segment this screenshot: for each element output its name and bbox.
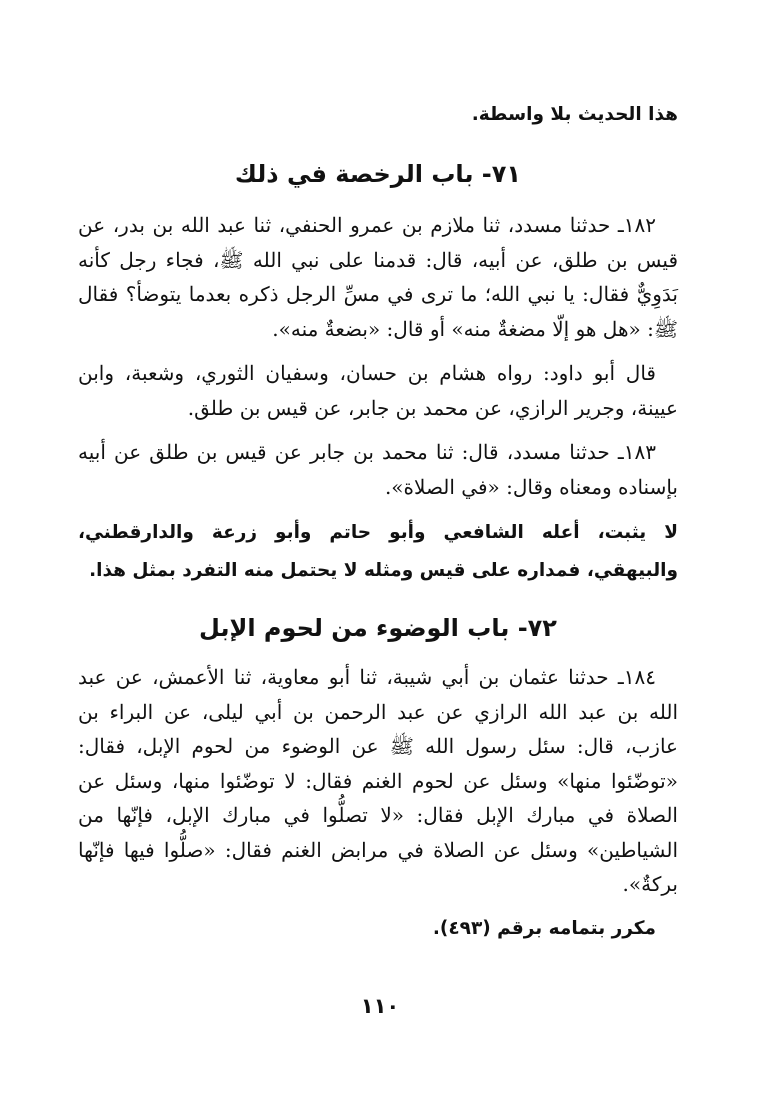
hadith-183: ١٨٣ـ حدثنا مسدد، قال: ثنا محمد بن جابر عن قيس بن طلق عن أبيه بإسناده ومعناه وقال: «في الصلاة».: [78, 440, 678, 499]
section-heading-72: ٧٢- باب الوضوء من لحوم الإبل: [199, 614, 557, 642]
grading-note: لا يثبت، أعله الشافعي وأبو حاتم وأبو زرعة والدارقطني، والبيهقي، فمداره على قيس ومثله لا يحتمل منه التفرد بمثل هذا.: [78, 522, 678, 581]
repeat-note: مكرر بتمامه برقم (٤٩٣).: [432, 917, 656, 939]
page-number: ١١٠: [360, 994, 400, 1018]
hadith-182: ١٨٢ـ حدثنا مسدد، ثنا ملازم بن عمرو الحنفي، ثنا عبد الله بن بدر، عن قيس بن طلق، عن أبيه، قال: قدمنا على نبي الله ﷺ، فجاء رجل كأنه بَدَوِيٌّ فقال: يا نبي الله؛ ما ترى في مسِّ الرجل ذكره بعدما يتوضأ؟ فقال ﷺ: «هل هو إلّا مضغةٌ منه» أو قال: «بضعةٌ منه».: [78, 213, 678, 341]
section-heading-71: ٧١- باب الرخصة في ذلك: [234, 160, 522, 188]
top-note: هذا الحديث بلا واسطة.: [471, 104, 678, 125]
page-body: [78, 96, 678, 948]
hadith-184: ١٨٤ـ حدثنا عثمان بن أبي شيبة، ثنا أبو معاوية، ثنا الأعمش، عن عبد الله بن عبد الله الرازي عن عبد الرحمن بن أبي ليلى، عن البراء بن عازب، قال: سئل رسول الله ﷺ عن الوضوء من لحوم الإبل، فقال: «توضّئوا منها» وسئل عن لحوم الغنم فقال: لا توضّئوا منها، وسئل عن الصلاة في مبارك الإبل فقال: «لا تصلُّوا في مبارك الإبل، فإنّها من الشياطين» وسئل عن الصلاة في مرابض الغنم فقال: «صلُّوا فيها فإنّها بركةٌ».: [78, 665, 678, 896]
abu-dawud-comment: قال أبو داود: رواه هشام بن حسان، وسفيان الثوري، وشعبة، وابن عيينة، وجرير الرازي، عن محمد بن جابر، عن قيس بن طلق.: [78, 361, 678, 420]
